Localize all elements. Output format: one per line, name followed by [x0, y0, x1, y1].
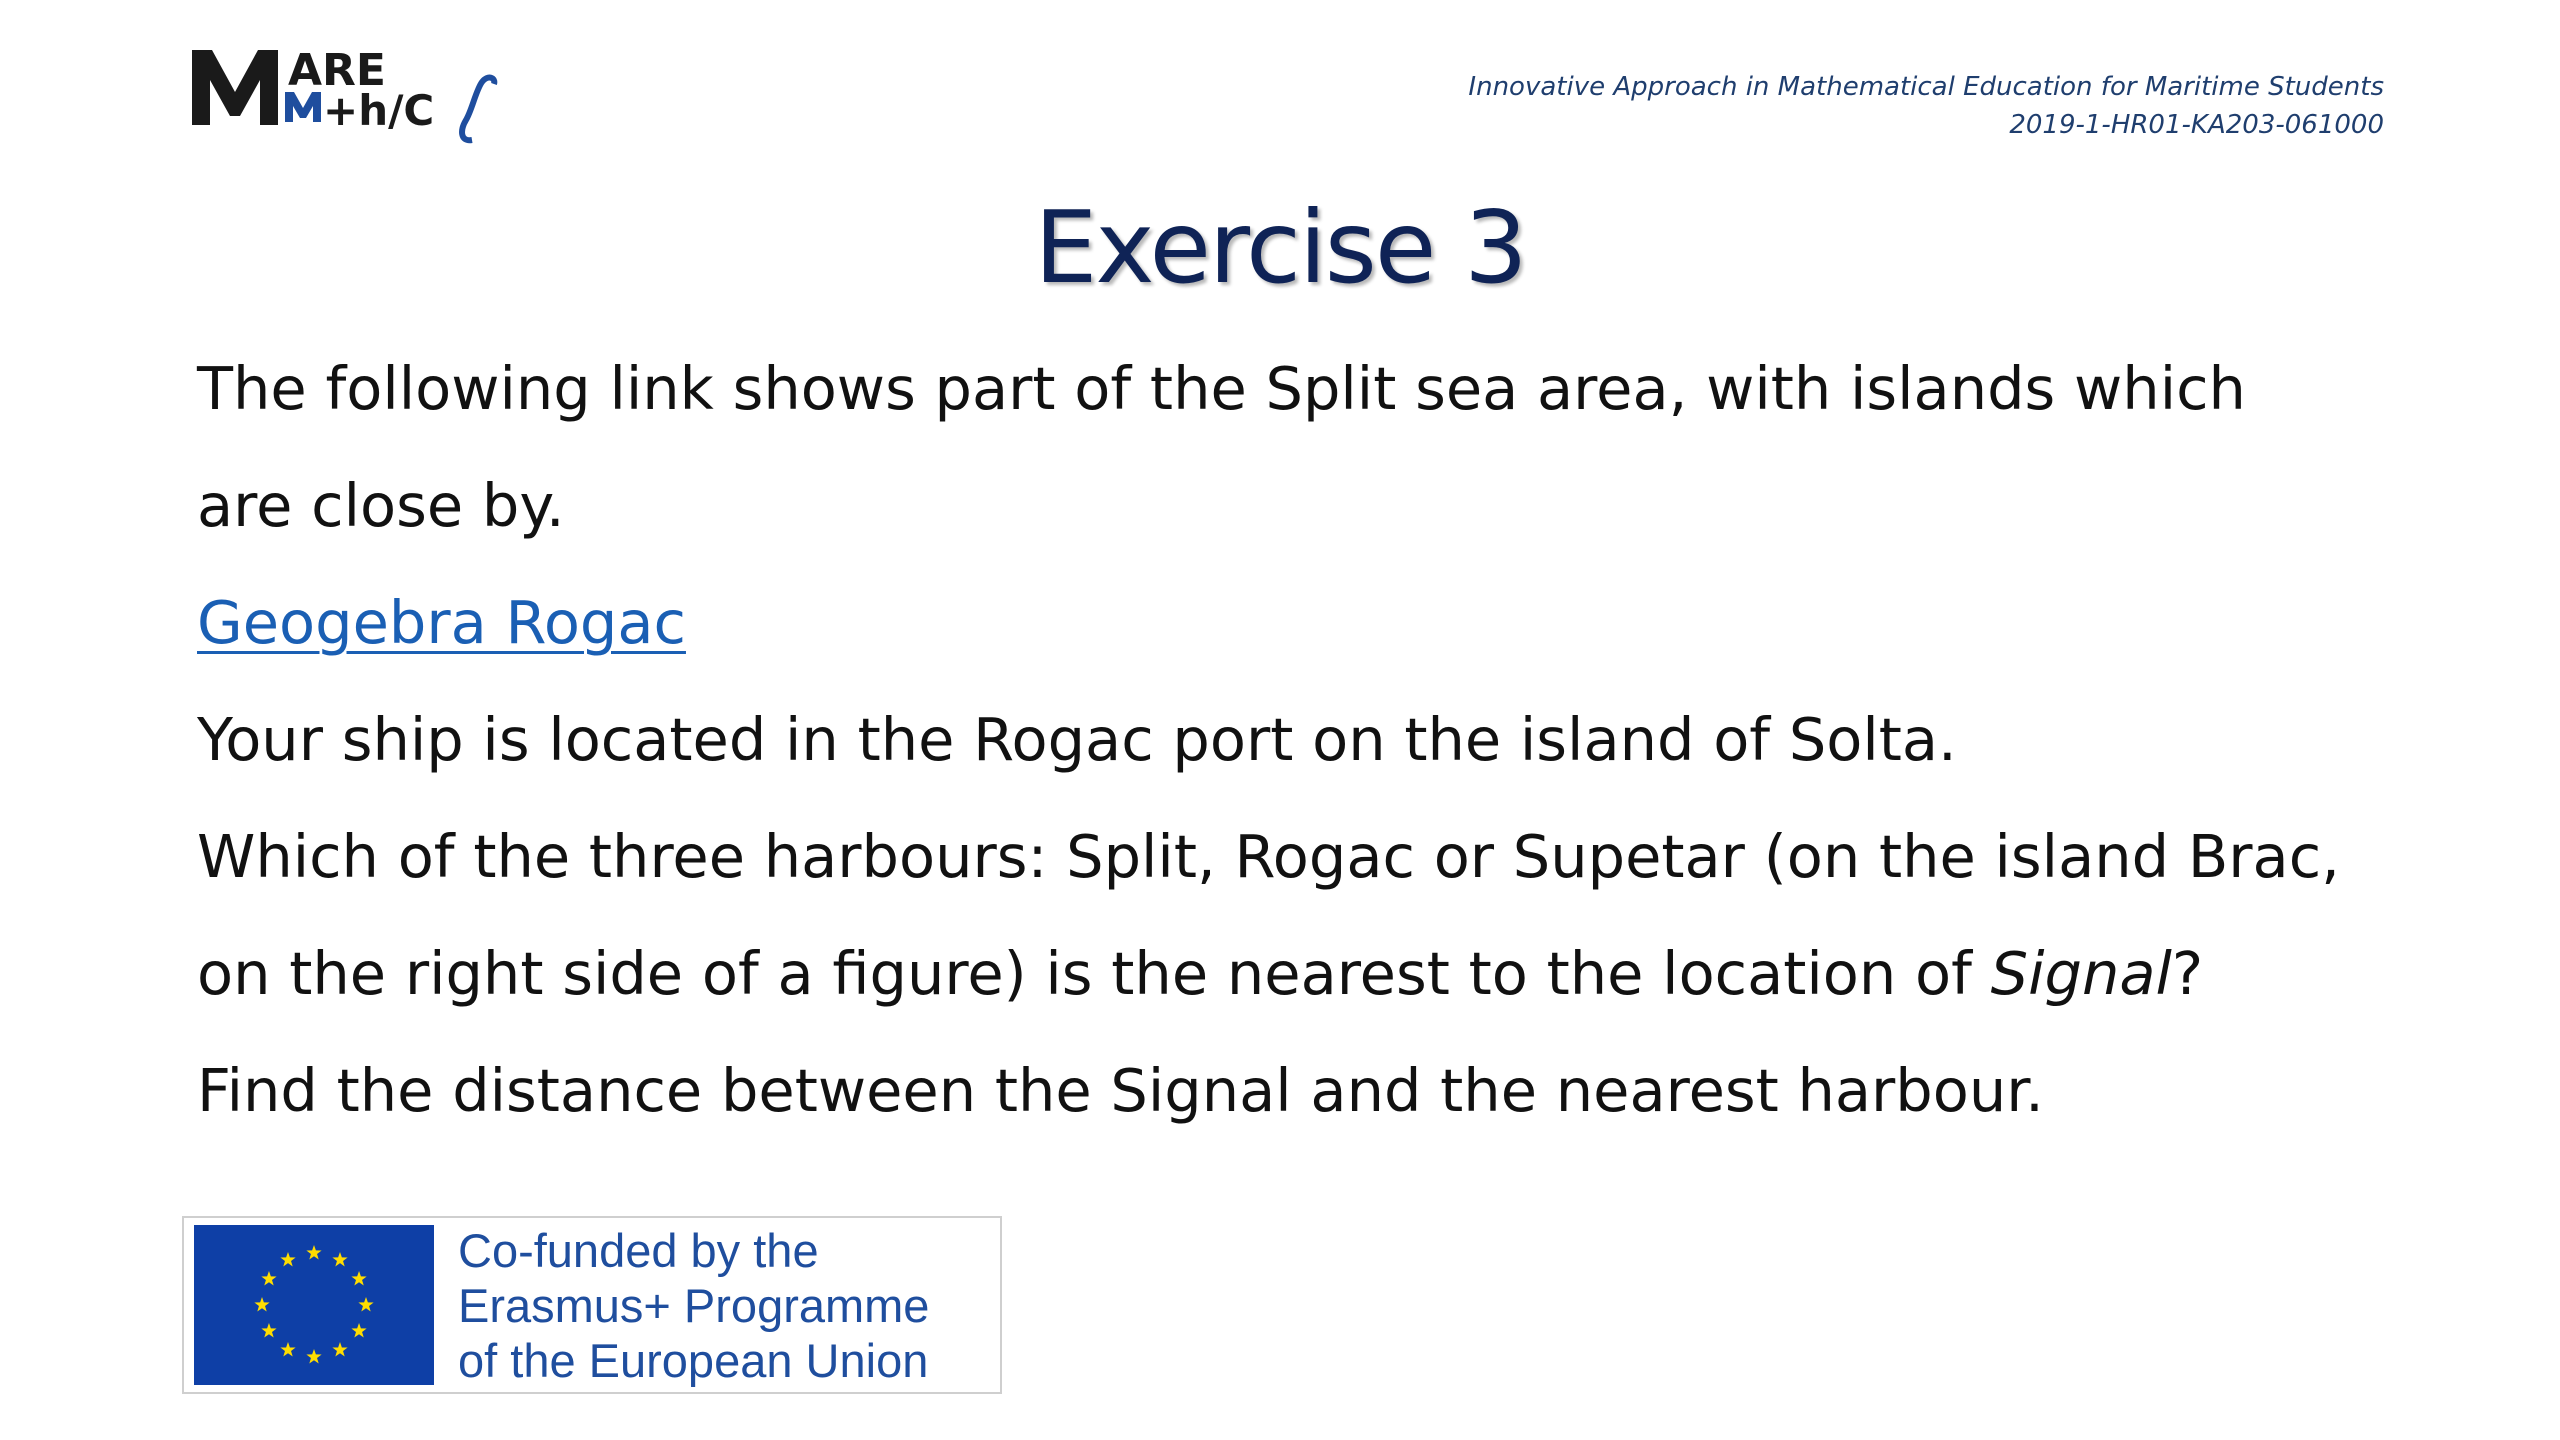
eu-star-icon	[351, 1271, 366, 1285]
link-line	[197, 564, 2437, 681]
eu-star-icon	[358, 1297, 373, 1311]
eu-star-icon	[261, 1323, 276, 1337]
paragraph-3-line-1: Which of the three harbours: Split, Rogac or Supetar (on the island Brac,	[197, 822, 2340, 891]
project-header	[1468, 68, 2384, 144]
signal-emphasis: Signal	[1990, 939, 2172, 1008]
exercise-body	[197, 330, 2437, 1149]
eu-text-line-3: of the European Union	[458, 1333, 929, 1387]
geogebra-rogac-link[interactable]: Geogebra Rogac	[197, 588, 686, 657]
eu-star-icon	[254, 1297, 269, 1311]
paragraph-3-line-2	[197, 915, 2437, 1032]
eu-flag-icon	[194, 1225, 434, 1385]
eu-star-icon	[280, 1342, 295, 1356]
eu-flag-stars	[194, 1225, 434, 1385]
eu-star-icon	[332, 1342, 347, 1356]
mare-mathics-logo-mark	[190, 40, 500, 150]
paragraph-3-line-2-pre: on the right side of a figure) is the nearest to the location of	[197, 939, 1991, 1008]
paragraph-2: Your ship is located in the Rogac port on the island of Solta.	[197, 705, 1957, 774]
logo-text-top: ARE	[288, 45, 386, 96]
project-code: 2019-1-HR01-KA203-061000	[2009, 110, 2384, 140]
slide-title: Exercise 3	[1034, 189, 1526, 306]
eu-funding-badge	[182, 1216, 1002, 1394]
eu-text-line-2: Erasmus+ Programme	[458, 1278, 930, 1332]
mare-mathics-logo	[190, 40, 500, 150]
paragraph-1-line-1: The following link shows part of the Split sea area, with islands which	[197, 354, 2246, 423]
project-title: Innovative Approach in Mathematical Education for Maritime Students	[1468, 72, 2384, 102]
paragraph-4: Find the distance between the Signal and the nearest harbour.	[197, 1056, 2044, 1125]
eu-star-icon	[261, 1271, 276, 1285]
eu-star-icon	[306, 1245, 321, 1259]
eu-star-icon	[306, 1349, 321, 1363]
paragraph-3-line-2-post: ?	[2171, 939, 2204, 1008]
eu-star-icon	[280, 1252, 295, 1266]
eu-star-icon	[332, 1252, 347, 1266]
eu-text-line-1: Co-funded by the	[458, 1223, 819, 1277]
eu-star-icon	[351, 1323, 366, 1337]
logo-text-bottom: +h/C	[323, 86, 435, 135]
eu-funding-text	[458, 1223, 929, 1388]
paragraph-1-line-2: are close by.	[197, 471, 565, 540]
